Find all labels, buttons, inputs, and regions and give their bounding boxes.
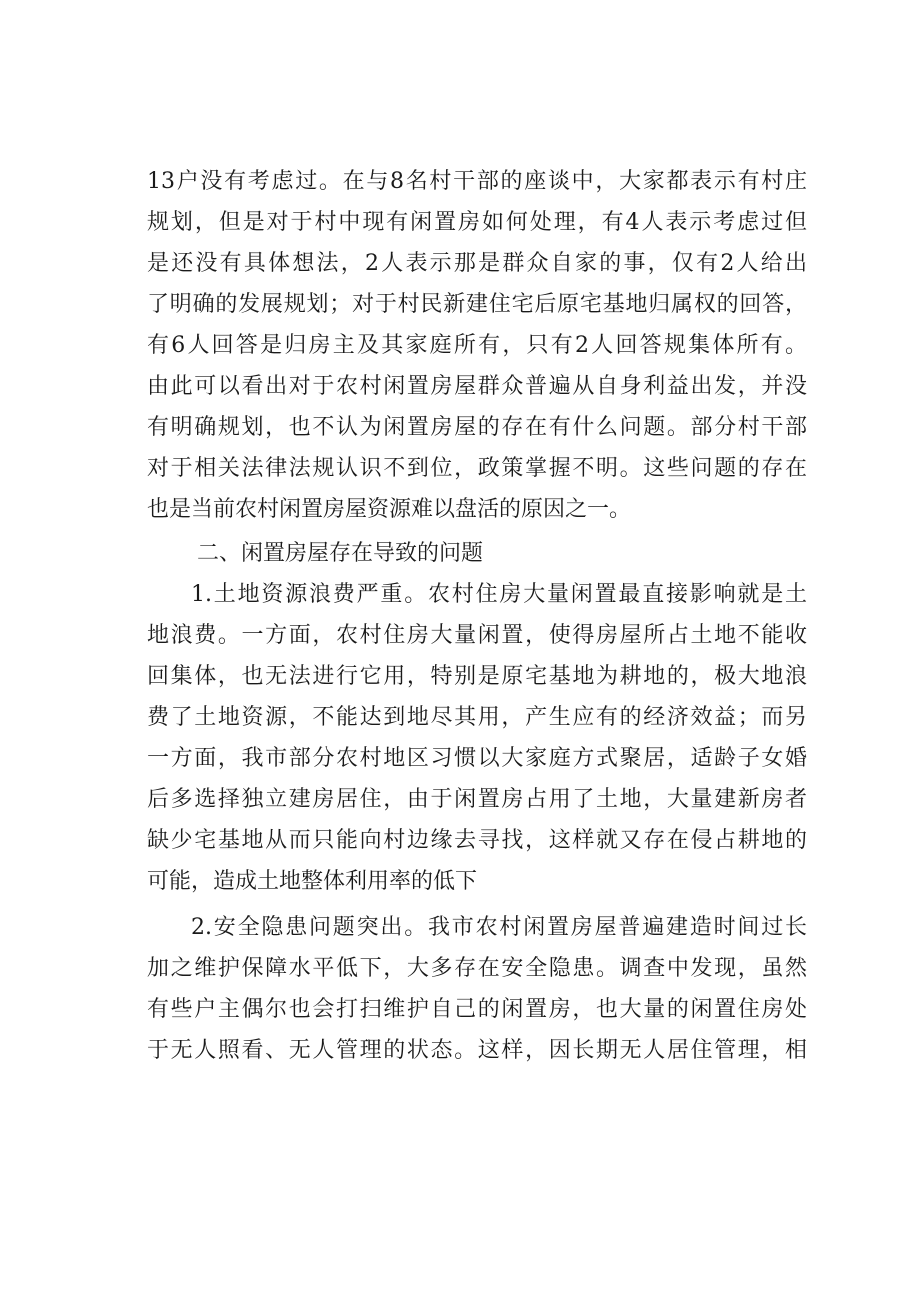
text-line: 回集体，也无法进行它用，特别是原宅基地为耕地的，极大地浪 xyxy=(147,664,807,689)
text-line: 有6人回答是归房主及其家庭所有，只有2人回答规集体所有。 xyxy=(147,333,807,358)
text-line: 对于相关法律法规认识不到位，政策掌握不明。这些问题的存在 xyxy=(147,456,807,481)
paragraph-safety-hazard xyxy=(147,907,807,1071)
paragraph-land-waste xyxy=(147,574,807,902)
text-line: 有明确规划，也不认为闲置房屋的存在有什么问题。部分村干部 xyxy=(147,415,807,440)
text-line: 由此可以看出对于农村闲置房屋群众普遍从自身利益出发，并没 xyxy=(147,374,807,399)
text-line: 后多选择独立建房居住，由于闲置房占用了土地，大量建新房者 xyxy=(147,787,807,812)
text-line: 13户没有考虑过。在与8名村干部的座谈中，大家都表示有村庄 xyxy=(147,169,807,194)
text-line: 加之维护保障水平低下，大多存在安全隐患。调查中发现，虽然 xyxy=(147,956,807,981)
text-line: 有些户主偶尔也会打扫维护自己的闲置房，也大量的闲置住房处 xyxy=(147,997,807,1022)
text-line: 2.安全隐患问题突出。我市农村闲置房屋普遍建造时间过长 xyxy=(191,915,807,940)
text-line: 了明确的发展规划；对于村民新建住宅后原宅基地归属权的回答， xyxy=(147,292,807,317)
text-line: 缺少宅基地从而只能向村边缘去寻找，这样就又存在侵占耕地的 xyxy=(147,828,807,853)
text-line: 1.土地资源浪费严重。农村住房大量闲置最直接影响就是土 xyxy=(191,582,807,607)
paragraph-survey-results xyxy=(147,161,807,530)
text-line: 可能，造成土地整体利用率的低下 xyxy=(147,869,478,894)
text-line: 也是当前农村闲置房屋资源难以盘活的原因之一。 xyxy=(147,497,632,522)
text-line: 是还没有具体想法，2人表示那是群众自家的事，仅有2人给出 xyxy=(147,251,807,276)
text-line: 一方面，我市部分农村地区习惯以大家庭方式聚居，适龄子女婚 xyxy=(147,746,807,771)
text-line: 地浪费。一方面，农村住房大量闲置，使得房屋所占土地不能收 xyxy=(147,623,807,648)
text-line: 费了土地资源，不能达到地尽其用，产生应有的经济效益；而另 xyxy=(147,705,807,730)
text-line: 于无人照看、无人管理的状态。这样，因长期无人居住管理，相 xyxy=(147,1038,807,1063)
text-line: 规划，但是对于村中现有闲置房如何处理，有4人表示考虑过但 xyxy=(147,210,807,235)
section-heading: 二、闲置房屋存在导致的问题 xyxy=(197,541,484,566)
document-body xyxy=(147,161,807,1071)
